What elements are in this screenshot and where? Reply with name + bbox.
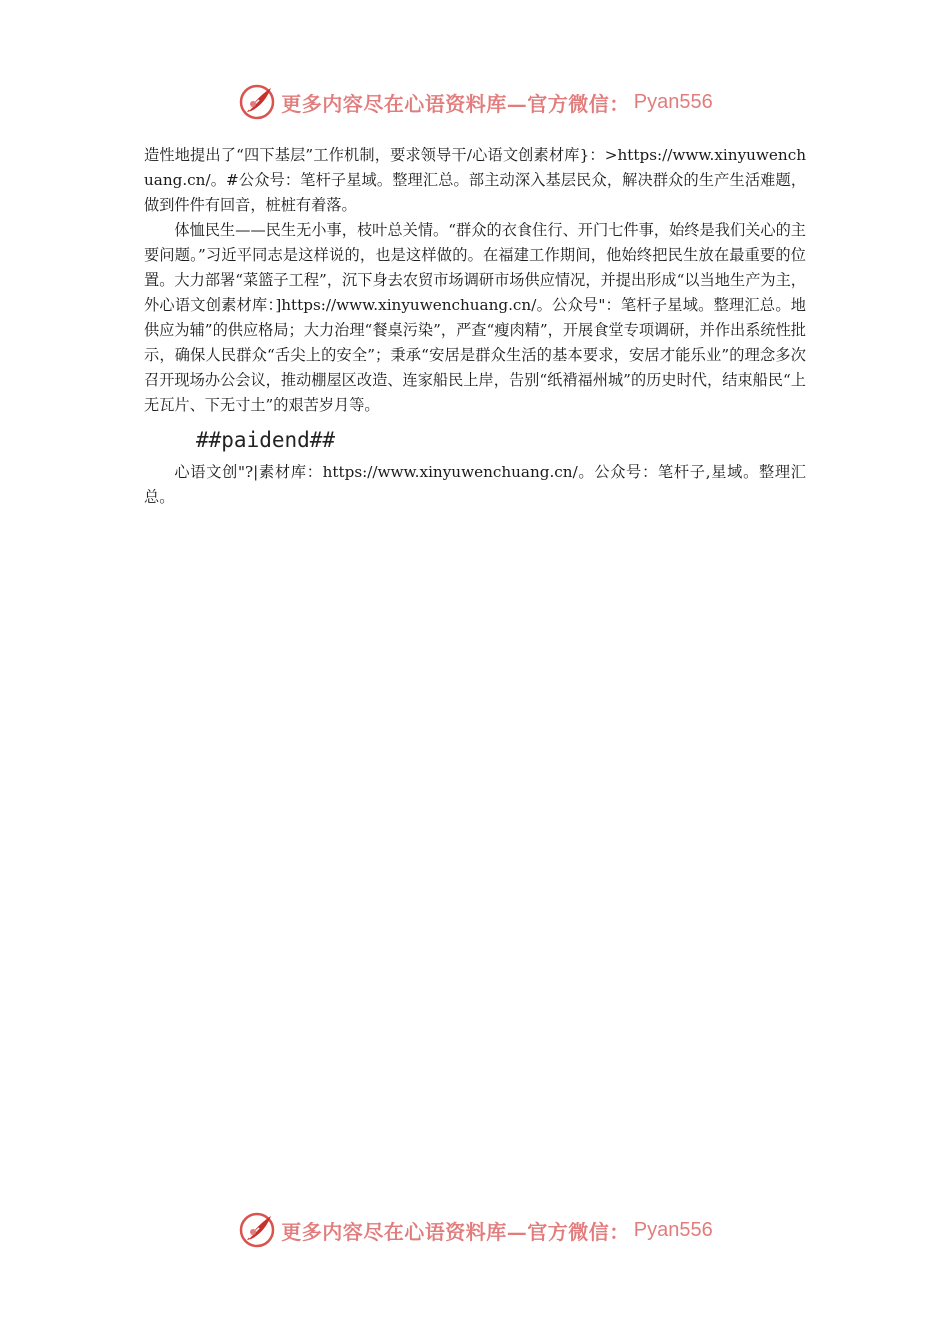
- footer-paragraph: 心语文创"?|素材库：https://www.xinyuwenchuang.cn/。公众号：笔杆子,星域。整理汇总。: [144, 463, 806, 506]
- paragraph-2: 体恤民生——民生无小事，枝叶总关情。“群众的衣食住行、开门七件事，始终是我们关心的主要问题。”习近平同志是这样说的，也是这样做的。在福建工作期间，他始终把民生放在最重要的位置。大力部署“菜篮子工程”，沉下身去农贸市场调研市场供应情况，并提出形成“以当地生产为主，外心语文创素材库：]https://www.xinyuwenchuang.cn/。公众号"：笔杆子星域。整理汇总。地供应为辅”的供应格局；大力治理“餐桌污染”，严查“瘦肉精”，开展食堂专项调研，并作出系统性批示，确保人民群众“舌尖上的安全”；秉承“安居是群众生活的基本要求，安居才能乐业”的理念多次召开现场办公会议，推动棚屋区改造、连家船民上岸，告别“纸褙福州城”的历史时代，结束船民“上无瓦片、下无寸土”的艰苦岁月等。: [144, 221, 806, 414]
- banner-account-id: Pyan556: [633, 90, 713, 113]
- footer-watermark-banner: [0, 1208, 950, 1252]
- quill-logo-icon: [237, 1210, 277, 1250]
- paragraph-1: 造性地提出了“四下基层”工作机制，要求领导干/心语文创素材库}：>https://www.xinyuwenchuang.cn/。#公众号：笔杆子星域。整理汇总。部主动深入基层民众，解决群众的生产生活难题，做到件件有回音，桩桩有着落。: [144, 146, 806, 214]
- header-watermark-banner: [0, 80, 950, 124]
- document-body: [144, 143, 806, 510]
- paidend-marker: ##paidend##: [196, 428, 336, 452]
- banner-text: 更多内容尽在心语资料库—官方微信：: [281, 91, 630, 116]
- banner-account-id: Pyan556: [633, 1218, 713, 1241]
- banner-text: 更多内容尽在心语资料库—官方微信：: [281, 1219, 630, 1244]
- quill-logo-icon: [237, 82, 277, 122]
